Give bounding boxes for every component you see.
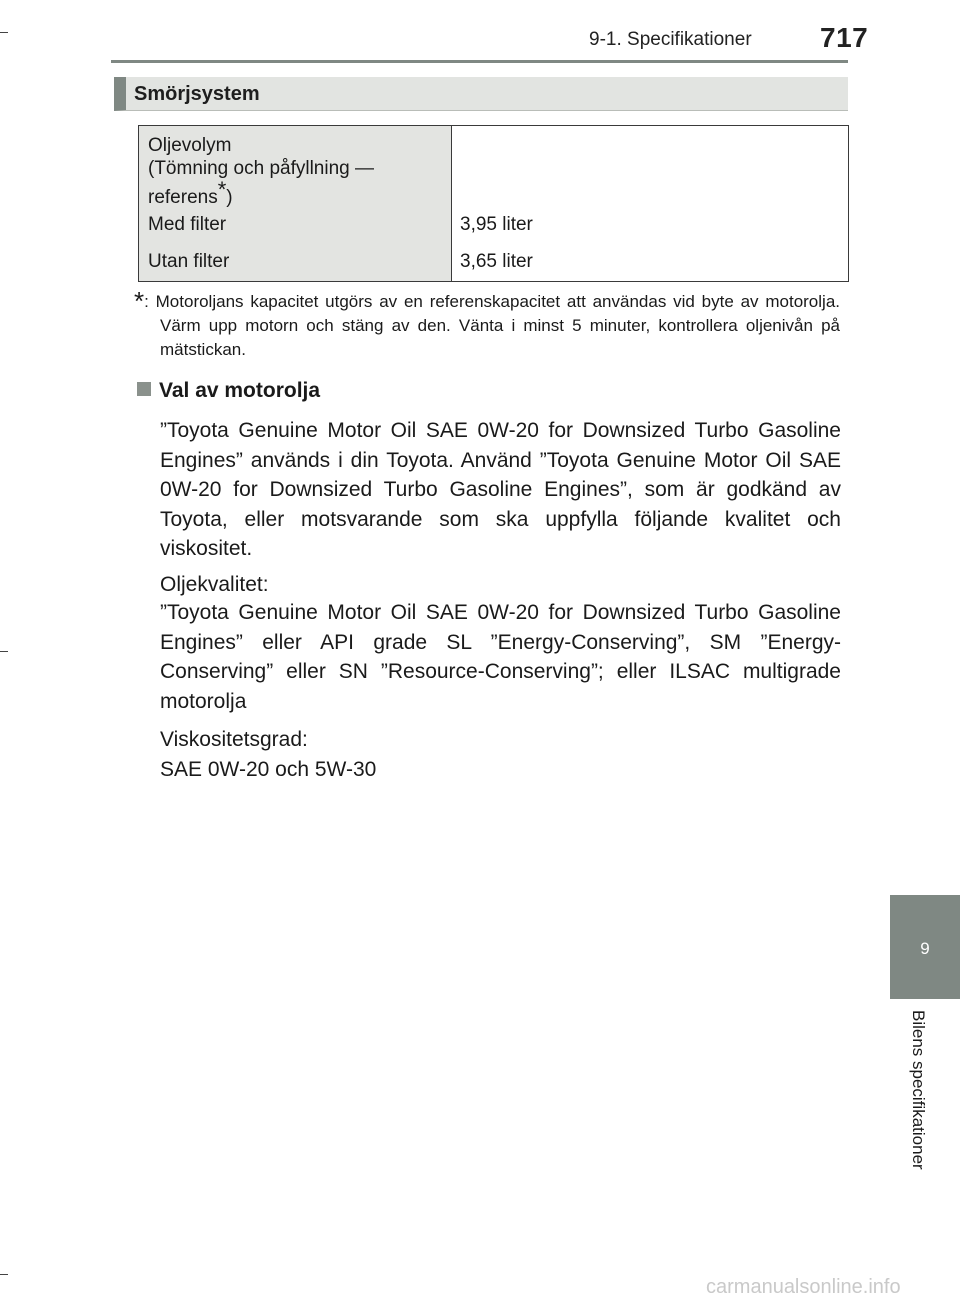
table-head-line1: Oljevolym — [148, 135, 232, 156]
table-row-value: 3,65 liter — [460, 251, 533, 272]
crop-mark — [0, 1274, 8, 1275]
viscosity-label: Viskositetsgrad: — [160, 728, 308, 751]
table-head-line2: (Tömning och påfyllning — — [148, 158, 374, 179]
table-head-referens: referens — [148, 187, 218, 208]
section-title-bar — [114, 77, 848, 111]
table-row-label: Med filter — [148, 214, 227, 235]
footnote-text: : Motoroljans kapacitet utgörs av en referenskapacitet att användas vid byte av motorolja. Värm upp motorn och stäng av den. Vänta i minst 5 minuter, kontrollera oljenivån på mätstickan. — [144, 292, 840, 359]
subsection-heading — [137, 379, 320, 403]
table-head-line3 — [148, 177, 233, 210]
section-title: Smörjsystem — [134, 83, 260, 105]
table-head-star: * — [217, 177, 227, 202]
chapter-label: Bilens specifikationer — [909, 1010, 928, 1170]
viscosity-text: SAE 0W-20 och 5W-30 — [160, 758, 377, 781]
crop-mark — [0, 32, 8, 33]
quality-label: Oljekvalitet: — [160, 573, 269, 596]
square-bullet-icon — [137, 382, 151, 396]
chapter-tab — [890, 895, 960, 999]
chapter-number: 9 — [920, 939, 930, 958]
running-header-section: 9-1. Specifikationer — [589, 29, 752, 50]
page-number: 717 — [820, 22, 869, 53]
watermark: carmanualsonline.info — [706, 1276, 901, 1298]
header-rule — [111, 60, 848, 63]
table-head-close: ) — [226, 187, 233, 208]
table-row-label: Utan filter — [148, 251, 230, 272]
intro-paragraph: ”Toyota Genuine Motor Oil SAE 0W-20 for Downsized Turbo Gasoline Engines” används i din Toyota. Använd ”Toyota Genuine Motor Oil SAE 0W-20 for Downsized Turbo Gasoline Engines”, som är godkänd av Toyota, eller motsvarande som ska uppfylla följande kvalitet och viskositet. — [160, 419, 841, 560]
footnote-star: * — [134, 286, 145, 316]
table-row-value: 3,95 liter — [460, 214, 533, 235]
quality-text: ”Toyota Genuine Motor Oil SAE 0W-20 for Downsized Turbo Gasoline Engines” eller API grade SL ”Energy-Conserving”, SM ”Energy-Conserving” eller SN ”Resource-Conserving”; eller ILSAC multigrade motorolja — [160, 601, 841, 713]
subsection-title: Val av motorolja — [159, 379, 321, 402]
footnote — [134, 286, 840, 362]
crop-mark — [0, 651, 8, 652]
oil-volume-table — [138, 125, 849, 282]
